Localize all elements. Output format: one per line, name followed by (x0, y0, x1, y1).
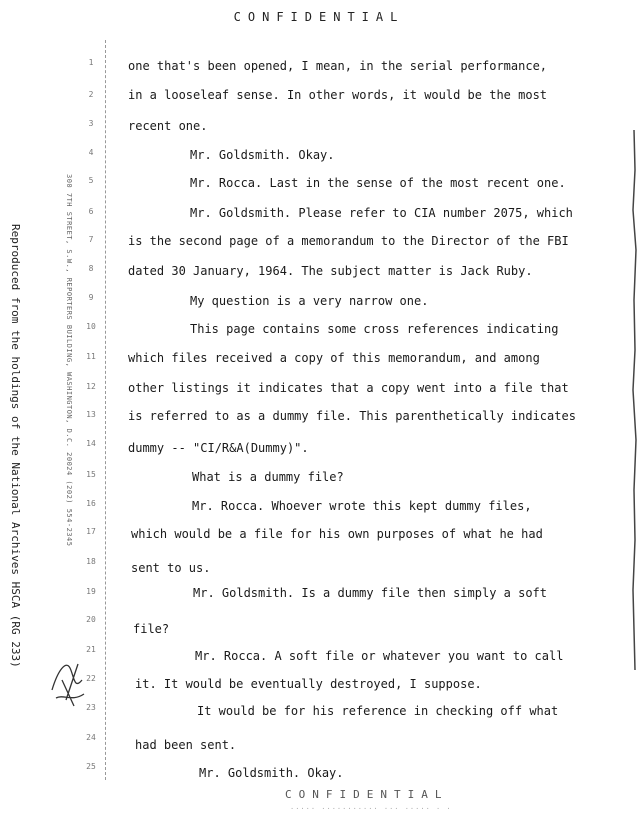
transcript-line: recent one. (128, 119, 208, 133)
line-number: 25 (86, 762, 96, 771)
line-number: 19 (86, 587, 96, 596)
line-number: 5 (88, 176, 94, 185)
archive-notice: Reproduced from the holdings of the National Archives HSCA (RG 233) (9, 224, 22, 668)
line-number: 23 (86, 703, 96, 712)
line-number: 9 (88, 293, 94, 302)
line-number: 2 (88, 90, 94, 99)
transcript-line: one that's been opened, I mean, in the serial performance, (128, 59, 548, 73)
line-number: 20 (86, 615, 96, 624)
transcript-line: Mr. Goldsmith. Please refer to CIA number 2075, which (190, 206, 573, 220)
transcript-line: Mr. Goldsmith. Is a dummy file then simply a soft (193, 586, 548, 600)
line-number: 24 (86, 733, 96, 742)
line-number: 15 (86, 470, 96, 479)
transcript-line: Mr. Rocca. A soft file or whatever you want to call (195, 649, 564, 663)
line-number: 12 (86, 382, 96, 391)
transcript-line: dummy -- "CI/R&A(Dummy)". (128, 441, 309, 455)
line-number: 8 (88, 264, 94, 273)
line-number: 6 (88, 207, 94, 216)
scan-edge-noise (630, 130, 638, 670)
transcript-line: dated 30 January, 1964. The subject matter is Jack Ruby. (128, 264, 533, 278)
footer-confidential-stamp: CONFIDENTIAL (285, 788, 449, 801)
transcript-line: Mr. Goldsmith. Okay. (190, 148, 335, 162)
transcript-line: in a looseleaf sense. In other words, it would be the most (128, 88, 548, 102)
transcript-line: Mr. Rocca. Last in the sense of the most recent one. (190, 176, 566, 190)
transcript-line: What is a dummy file? (192, 470, 344, 484)
line-number: 13 (86, 410, 96, 419)
transcript-line: file? (133, 622, 170, 636)
line-number: 14 (86, 439, 96, 448)
transcript-line: had been sent. (135, 738, 237, 752)
line-number: 22 (86, 674, 96, 683)
line-number: 21 (86, 645, 96, 654)
transcript-line: is referred to as a dummy file. This parenthetically indicates (128, 409, 576, 423)
footer-faint-line: ····· ··········· ··· ····· · · (290, 805, 452, 813)
line-number: 17 (86, 527, 96, 536)
line-number: 1 (88, 58, 94, 67)
transcript-line: which would be a file for his own purposes of what he had (131, 527, 543, 541)
transcript-line: other listings it indicates that a copy went into a file that (128, 381, 569, 395)
handwritten-mark (44, 650, 94, 710)
transcript-line: It would be for his reference in checking off what (197, 704, 559, 718)
transcript-line: it. It would be eventually destroyed, I suppose. (135, 677, 482, 691)
transcript-line: My question is a very narrow one. (190, 294, 429, 308)
line-number: 10 (86, 322, 96, 331)
line-number: 7 (88, 235, 94, 244)
transcript-line: is the second page of a memorandum to the Director of the FBI (128, 234, 569, 248)
transcript-line: which files received a copy of this memorandum, and among (128, 351, 540, 365)
transcript-line: This page contains some cross references indicating (190, 322, 559, 336)
header-confidential-stamp: CONFIDENTIAL (233, 10, 405, 24)
line-number: 11 (86, 352, 96, 361)
line-number: 16 (86, 499, 96, 508)
transcript-line: sent to us. (131, 561, 211, 575)
reporter-address: 300 7TH STREET, S.W., REPORTERS BUILDING, WASHINGTON, D.C. 20024 (202) 554-2345 (65, 174, 73, 547)
transcript-line: Mr. Rocca. Whoever wrote this kept dummy files, (192, 499, 532, 513)
line-number: 18 (86, 557, 96, 566)
line-number: 4 (88, 148, 94, 157)
line-number: 3 (88, 119, 94, 128)
margin-rule (105, 40, 106, 780)
transcript-line: Mr. Goldsmith. Okay. (199, 766, 344, 780)
